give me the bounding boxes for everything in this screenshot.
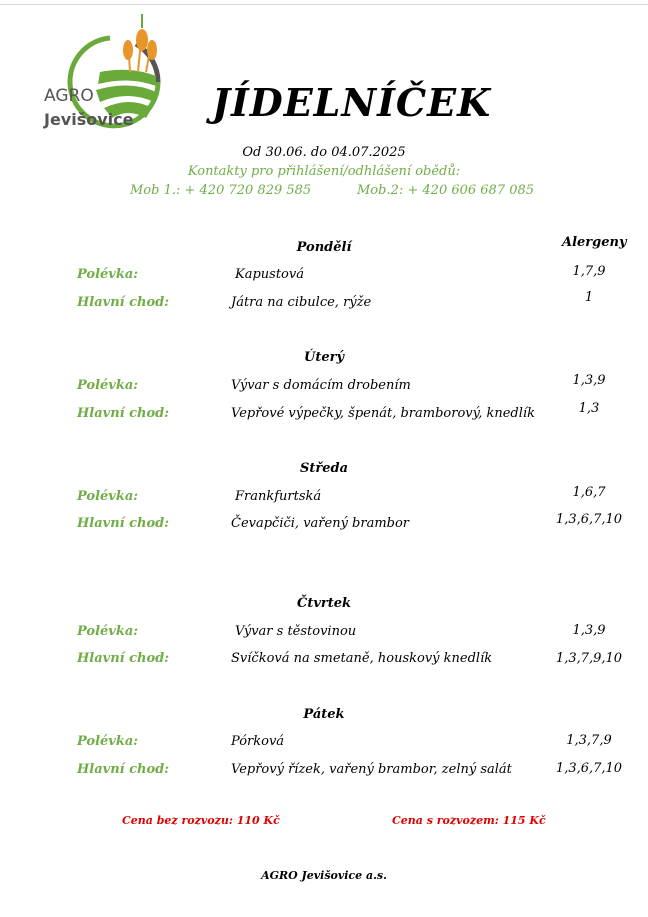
soup-label: Polévka: (77, 267, 139, 282)
soup-dish: Pórková (231, 734, 285, 749)
soup-dish: Frankfurtská (235, 489, 322, 504)
contact-text: Kontakty pro přihlášení/odhlášení obědů: (187, 164, 461, 179)
allergens-header: Alergeny (562, 235, 627, 250)
main-dish: Svíčková na smetaně, houskový knedlík (231, 651, 493, 666)
date-range: Od 30.06. do 04.07.2025 (242, 145, 406, 160)
main-dish: Čevapčiči, vařený brambor (231, 516, 410, 531)
main-label: Hlavní chod: (77, 651, 170, 666)
price-with-delivery: Cena s rozvozem: 115 Kč (392, 814, 546, 827)
soup-dish: Kapustová (235, 267, 304, 282)
logo-text-agro: AGRO (44, 86, 94, 106)
top-divider (0, 4, 648, 5)
soup-dish: Vývar s těstovinou (235, 624, 357, 639)
main-allergens: 1,3,6,7,10 (555, 512, 623, 527)
price-without-delivery: Cena bez rozvozu: 110 Kč (122, 814, 280, 827)
main-allergens: 1,3,6,7,10 (555, 761, 623, 776)
day-heading: Úterý (303, 350, 344, 365)
main-allergens: 1 (584, 290, 594, 305)
main-label: Hlavní chod: (77, 516, 170, 531)
main-label: Hlavní chod: (77, 406, 170, 421)
soup-dish: Vývar s domácím drobením (231, 378, 411, 393)
footer-company: AGRO Jevišovice a.s. (261, 869, 387, 882)
day-heading: Pondělí (296, 240, 352, 255)
soup-allergens: 1,7,9 (572, 264, 606, 279)
main-allergens: 1,3,7,9,10 (555, 651, 623, 666)
soup-label: Polévka: (77, 489, 139, 504)
main-dish: Vepřový řízek, vařený brambor, zelný salát (231, 762, 512, 777)
page-title: JÍDELNÍČEK (212, 80, 492, 125)
soup-allergens: 1,3,9 (572, 623, 606, 638)
soup-label: Polévka: (77, 378, 139, 393)
logo-text-jevisovice: Jevišovice (44, 110, 134, 129)
day-heading: Pátek (303, 707, 345, 722)
main-dish: Vepřové výpečky, špenát, bramborový, knedlík (231, 406, 535, 421)
main-label: Hlavní chod: (77, 295, 170, 310)
day-heading: Čtvrtek (296, 596, 352, 611)
day-heading: Středa (299, 461, 349, 476)
soup-label: Polévka: (77, 624, 139, 639)
main-dish: Játra na cibulce, rýže (231, 295, 372, 310)
soup-label: Polévka: (77, 734, 139, 749)
main-label: Hlavní chod: (77, 762, 170, 777)
mobile-1: Mob 1.: + 420 720 829 585 (130, 183, 312, 198)
soup-allergens: 1,3,7,9 (566, 733, 612, 748)
soup-allergens: 1,6,7 (572, 485, 606, 500)
soup-allergens: 1,3,9 (572, 373, 606, 388)
main-allergens: 1,3 (578, 401, 600, 416)
mobile-2: Mob.2: + 420 606 687 085 (357, 183, 535, 198)
